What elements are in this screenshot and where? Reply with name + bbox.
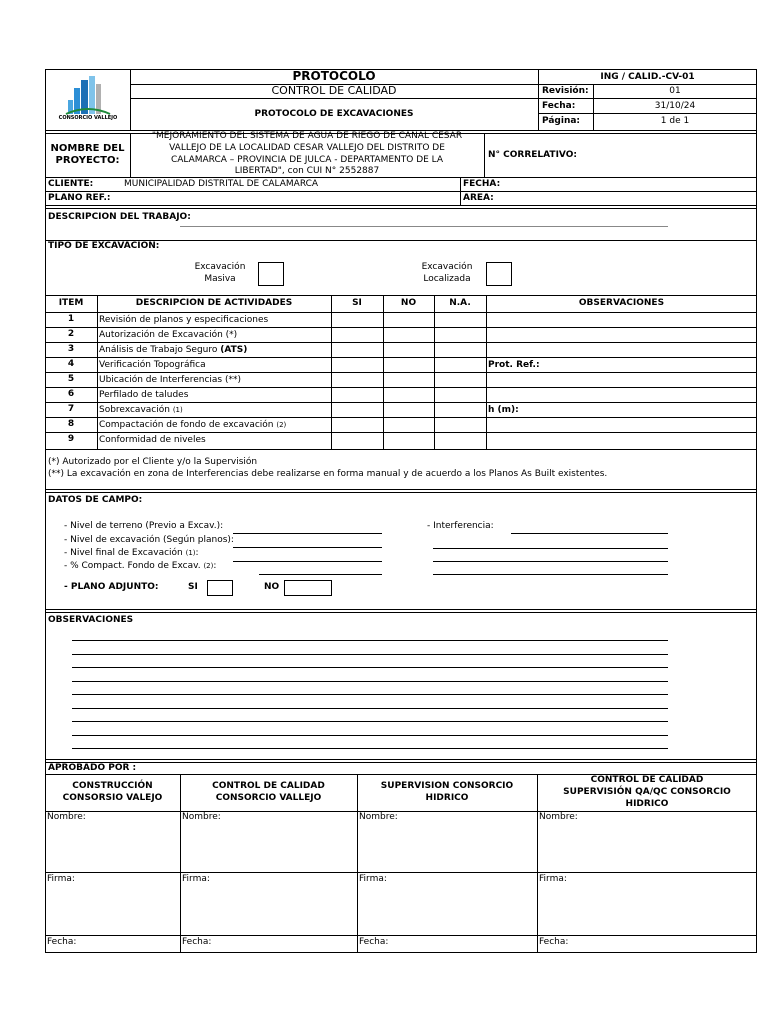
row-check-no[interactable] xyxy=(384,418,434,432)
plano-adjunto-label: - PLANO ADJUNTO: xyxy=(64,582,159,592)
approver-heading: CONSORCIO VALLEJO xyxy=(215,793,322,803)
row-item-number: 6 xyxy=(67,389,75,399)
row-check-si[interactable] xyxy=(332,418,382,432)
approver-heading: SUPERVISION CONSORCIO xyxy=(380,781,514,791)
observation-line[interactable] xyxy=(72,708,668,709)
date-label: Fecha: xyxy=(542,101,576,111)
row-check-no[interactable] xyxy=(384,343,434,357)
aprobado-label: APROBADO POR : xyxy=(48,763,137,773)
row-description: Sobrexcavación (1) xyxy=(99,405,183,415)
project-label-1: NOMBRE DEL xyxy=(50,143,125,154)
masiva-label-2: Masiva xyxy=(204,274,236,284)
row-check-no[interactable] xyxy=(384,388,434,402)
table-row xyxy=(45,343,757,358)
row-item-number: 1 xyxy=(67,314,75,324)
row-check-si[interactable] xyxy=(332,433,382,447)
approver-fecha-field[interactable] xyxy=(85,937,176,949)
correlativo-label: N° CORRELATIVO: xyxy=(488,150,577,160)
masiva-checkbox[interactable] xyxy=(258,262,284,286)
table-row xyxy=(45,418,757,433)
row-check-na[interactable] xyxy=(435,313,485,327)
datos-campo-label: DATOS DE CAMPO: xyxy=(48,495,143,505)
table-row xyxy=(45,403,757,418)
revision-value: 01 xyxy=(669,86,681,96)
row-check-na[interactable] xyxy=(435,403,485,417)
row-item-number: 7 xyxy=(67,404,75,414)
table-row xyxy=(45,373,757,388)
project-name-line-4: LIBERTAD", con CUI N° 2552887 xyxy=(234,166,380,176)
plano-no-checkbox[interactable] xyxy=(284,580,332,596)
approver-heading: HIDRICO xyxy=(625,799,669,809)
approver-heading: CONTROL DE CALIDAD xyxy=(212,781,325,791)
row-check-no[interactable] xyxy=(384,358,434,372)
approver-fecha-field[interactable] xyxy=(397,937,533,949)
row-check-si[interactable] xyxy=(332,343,382,357)
row-description: Conformidad de niveles xyxy=(99,435,206,445)
table-row xyxy=(45,433,757,448)
document-code: ING / CALID.-CV-01 xyxy=(600,72,695,82)
row-check-na[interactable] xyxy=(435,388,485,402)
approver-heading: CONTROL DE CALIDAD xyxy=(590,775,704,785)
row-check-na[interactable] xyxy=(435,358,485,372)
row-item-number: 2 xyxy=(67,329,75,339)
row-item-number: 3 xyxy=(67,344,75,354)
approver-fecha-label: Fecha: xyxy=(182,937,212,947)
approver-fecha-field[interactable] xyxy=(220,937,353,949)
row-item-number: 4 xyxy=(67,359,75,369)
form-subtitle: CONTROL DE CALIDAD xyxy=(271,84,397,97)
observation-line[interactable] xyxy=(72,748,668,749)
observation-line[interactable] xyxy=(72,721,668,722)
cliente-value: MUNICIPALIDAD DISTRITAL DE CALAMARCA xyxy=(124,179,319,189)
page-value: 1 de 1 xyxy=(660,116,690,126)
observation-line[interactable] xyxy=(72,640,668,641)
row-observation: h (m): xyxy=(488,405,519,415)
approver-firma-label: Firma: xyxy=(359,874,387,884)
approver-nombre-label: Nombre: xyxy=(539,812,578,822)
observation-line[interactable] xyxy=(72,681,668,682)
project-name-line-3: CALAMARCA – PROVINCIA DE JULCA - DEPARTAMENTO DE LA xyxy=(170,155,444,165)
row-description: Compactación de fondo de excavación (2) xyxy=(99,420,287,430)
row-item-number: 9 xyxy=(67,434,75,444)
approver-nombre-label: Nombre: xyxy=(182,812,221,822)
row-check-no[interactable] xyxy=(384,328,434,342)
row-check-si[interactable] xyxy=(332,313,382,327)
table-row xyxy=(45,328,757,343)
fecha-label: FECHA: xyxy=(463,179,501,189)
row-item-number: 5 xyxy=(67,374,75,384)
col-item: ITEM xyxy=(58,298,84,308)
approver-firma-field[interactable] xyxy=(397,874,533,886)
date-value: 31/10/24 xyxy=(654,101,696,111)
row-observation: Prot. Ref.: xyxy=(488,360,540,370)
localizada-label-1: Excavación xyxy=(421,262,473,272)
col-no: NO xyxy=(400,298,417,308)
approver-fecha-label: Fecha: xyxy=(47,937,77,947)
observaciones-label: OBSERVACIONES xyxy=(48,615,134,625)
localizada-label-2: Localizada xyxy=(423,274,471,284)
row-check-na[interactable] xyxy=(435,343,485,357)
note-2: (**) La excavación en zona de Interferencias debe realizarse en forma manual y de acuerdo a los Planos As Built existentes. xyxy=(48,469,608,479)
row-check-no[interactable] xyxy=(384,373,434,387)
approver-firma-label: Firma: xyxy=(182,874,210,884)
row-check-si[interactable] xyxy=(332,358,382,372)
row-check-no[interactable] xyxy=(384,313,434,327)
approver-nombre-label: Nombre: xyxy=(359,812,398,822)
observation-line[interactable] xyxy=(72,654,668,655)
row-description: Ubicación de Interferencias (**) xyxy=(99,375,242,385)
approver-heading: SUPERVISIÓN QA/QC CONSORCIO xyxy=(563,787,731,797)
row-check-na[interactable] xyxy=(435,328,485,342)
approver-nombre-field[interactable] xyxy=(577,812,753,824)
row-check-na[interactable] xyxy=(435,433,485,447)
approver-fecha-field[interactable] xyxy=(577,937,753,949)
row-check-si[interactable] xyxy=(332,403,382,417)
col-observaciones: OBSERVACIONES xyxy=(578,298,665,308)
col-na: N.A. xyxy=(449,298,471,308)
interferencia-label: - Interferencia: xyxy=(427,521,494,531)
row-description: Autorización de Excavación (*) xyxy=(99,330,238,340)
approver-nombre-field[interactable] xyxy=(397,812,533,824)
project-label-2: PROYECTO: xyxy=(55,155,120,166)
row-check-si[interactable] xyxy=(332,388,382,402)
approver-nombre-field[interactable] xyxy=(220,812,353,824)
approver-heading: CONSORSIO VALEJO xyxy=(62,793,163,803)
row-description: Verificación Topográfica xyxy=(99,360,206,370)
plano-no-label: NO xyxy=(264,582,280,592)
table-row xyxy=(45,388,757,403)
observation-line[interactable] xyxy=(72,694,668,695)
approver-firma-field[interactable] xyxy=(220,874,353,886)
plano-si-checkbox[interactable] xyxy=(207,580,233,596)
approver-firma-label: Firma: xyxy=(47,874,75,884)
logo-text: CONSORCIO VALLEJO xyxy=(58,115,118,121)
form-title: PROTOCOLO xyxy=(292,69,376,83)
nivel-final-label: - Nivel final de Excavación (1): xyxy=(64,548,199,558)
page-label: Página: xyxy=(542,116,581,126)
tipo-excavacion-label: TIPO DE EXCAVACION: xyxy=(48,241,160,251)
approver-heading: HIDRICO xyxy=(425,793,469,803)
approver-nombre-field[interactable] xyxy=(85,812,176,824)
row-check-na[interactable] xyxy=(435,373,485,387)
plano-si-label: SI xyxy=(188,582,198,592)
compactacion-label: - % Compact. Fondo de Excav. (2): xyxy=(64,561,217,571)
observation-line[interactable] xyxy=(72,735,668,736)
approver-firma-label: Firma: xyxy=(539,874,567,884)
row-check-si[interactable] xyxy=(332,328,382,342)
building-logo-icon xyxy=(52,74,124,118)
document-title: PROTOCOLO DE EXCAVACIONES xyxy=(254,109,414,119)
approver-firma-field[interactable] xyxy=(85,874,176,886)
company-logo xyxy=(52,74,124,126)
col-si: SI xyxy=(352,298,362,308)
col-descripcion: DESCRIPCION DE ACTIVIDADES xyxy=(135,298,293,308)
row-check-na[interactable] xyxy=(435,418,485,432)
plano-ref-label: PLANO REF.: xyxy=(48,193,111,203)
revision-label: Revisión: xyxy=(542,86,589,96)
row-description: Análisis de Trabajo Seguro (ATS) xyxy=(99,345,248,355)
descripcion-trabajo-label: DESCRIPCION DEL TRABAJO: xyxy=(48,212,191,222)
cliente-label: CLIENTE: xyxy=(48,179,94,189)
nivel-terreno-label: - Nivel de terreno (Previo a Excav.): xyxy=(64,521,224,531)
row-check-si[interactable] xyxy=(332,373,382,387)
row-check-no[interactable] xyxy=(384,433,434,447)
note-1: (*) Autorizado por el Cliente y/o la Supervisión xyxy=(48,457,258,467)
project-name-line-2: VALLEJO DE LA LOCALIDAD CESAR VALLEJO DEL DISTRITO DE xyxy=(169,143,445,153)
table-row xyxy=(45,358,757,373)
nivel-excavacion-label: - Nivel de excavación (Según planos): xyxy=(64,535,234,545)
approver-fecha-label: Fecha: xyxy=(539,937,569,947)
row-check-no[interactable] xyxy=(384,403,434,417)
approver-nombre-label: Nombre: xyxy=(47,812,86,822)
row-item-number: 8 xyxy=(67,419,75,429)
row-description: Revisión de planos y especificaciones xyxy=(99,315,269,325)
row-description: Perfilado de taludes xyxy=(99,390,189,400)
project-name-line-1: "MEJORAMIENTO DEL SISTEMA DE AGUA DE RIEGO DE CANAL CESAR xyxy=(151,131,463,141)
table-row xyxy=(45,313,757,328)
area-label: AREA: xyxy=(463,193,494,203)
approver-fecha-label: Fecha: xyxy=(359,937,389,947)
masiva-label-1: Excavación xyxy=(194,262,246,272)
observation-line[interactable] xyxy=(72,667,668,668)
approver-heading: CONSTRUCCIÓN xyxy=(72,781,153,791)
localizada-checkbox[interactable] xyxy=(486,262,512,286)
approver-firma-field[interactable] xyxy=(577,874,753,886)
